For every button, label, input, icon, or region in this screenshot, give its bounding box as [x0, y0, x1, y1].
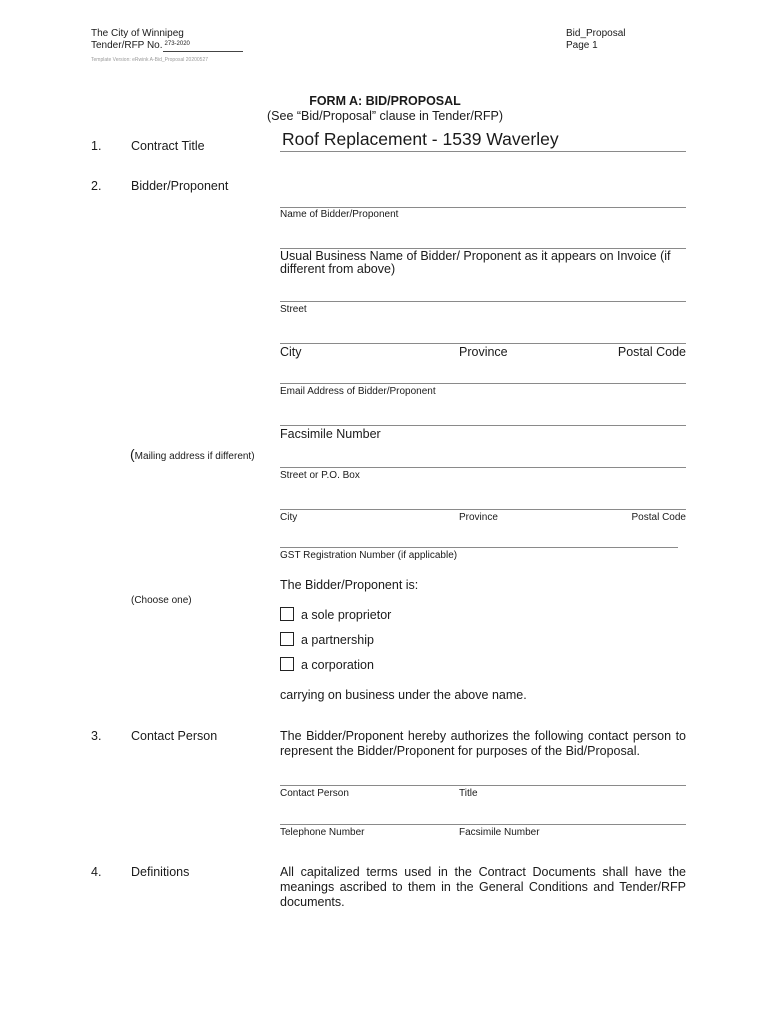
- bidder-name-caption: Name of Bidder/Proponent: [280, 209, 399, 220]
- bidder-name-field[interactable]: [280, 207, 686, 208]
- corporation-checkbox[interactable]: [280, 657, 294, 671]
- bidder-is-heading: The Bidder/Proponent is:: [280, 578, 419, 592]
- mailing-city-province-postal-field[interactable]: [280, 509, 686, 510]
- sole-proprietor-label: a sole proprietor: [301, 608, 392, 622]
- carrying-on-business-text: carrying on business under the above name.: [280, 688, 527, 702]
- template-version-note: Template Version: eRwink A-Bid_Proposal 20200527: [91, 57, 209, 63]
- form-subtitle: (See “Bid/Proposal” clause in Tender/RFP): [267, 109, 503, 123]
- contract-title-line: [280, 151, 686, 152]
- postal-code-caption: Postal Code: [617, 345, 686, 359]
- tender-number-field[interactable]: [163, 40, 243, 52]
- contact-person-caption: Contact Person: [280, 788, 349, 799]
- pobox-caption: Street or P.O. Box: [280, 470, 360, 481]
- bidder-proponent-label: Bidder/Proponent: [131, 179, 229, 193]
- gst-caption: GST Registration Number (if applicable): [280, 550, 458, 561]
- pobox-field[interactable]: [280, 467, 686, 468]
- mailing-province-caption: Province: [459, 512, 498, 523]
- contact-authorization-text: The Bidder/Proponent hereby authorizes the following contact person to represent the Bidder/Proponent for purposes of the Bid/Proposal.: [280, 729, 686, 758]
- street-caption: Street: [280, 304, 307, 315]
- mailing-city-caption: City: [280, 512, 298, 523]
- contact-person-field[interactable]: [280, 785, 686, 786]
- fax-caption: Facsimile Number: [280, 427, 381, 441]
- email-caption: Email Address of Bidder/Proponent: [280, 386, 436, 397]
- contact-title-caption: Title: [459, 788, 478, 799]
- partnership-checkbox[interactable]: [280, 632, 294, 646]
- page-number: Page 1: [566, 40, 598, 51]
- city-province-postal-field[interactable]: [280, 343, 686, 344]
- fax-field[interactable]: [280, 425, 686, 426]
- definitions-text: All capitalized terms used in the Contract Documents shall have the meanings ascribed to them in the General Conditions and Tender/RFP documents.: [280, 865, 686, 909]
- choose-one-label: (Choose one): [131, 595, 192, 606]
- tender-label: Tender/RFP No.: [91, 40, 163, 51]
- mailing-postal-code-caption: Postal Code: [631, 512, 686, 523]
- section-4-number: 4.: [91, 865, 102, 879]
- mailing-address-label: [130, 446, 255, 464]
- mailing-address-text: Mailing address if different): [134, 451, 255, 462]
- sole-proprietor-checkbox[interactable]: [280, 607, 294, 621]
- contract-title-value[interactable]: Roof Replacement - 1539 Waverley: [282, 129, 559, 149]
- section-2-number: 2.: [91, 179, 102, 193]
- contact-fax-caption: Facsimile Number: [459, 827, 540, 838]
- tender-number-value: 273-2020: [164, 41, 190, 47]
- mailing-paren: (: [130, 446, 135, 462]
- city-caption: City: [280, 345, 302, 359]
- document-name: Bid_Proposal: [566, 28, 626, 39]
- contact-phone-fax-field[interactable]: [280, 824, 686, 825]
- form-title: FORM A: BID/PROPOSAL: [309, 94, 461, 108]
- section-3-number: 3.: [91, 729, 102, 743]
- usual-business-name-caption: Usual Business Name of Bidder/ Proponent as it appears on Invoice (if different from above): [280, 249, 671, 276]
- partnership-label: a partnership: [301, 633, 374, 647]
- tender-number-row: [91, 40, 243, 52]
- province-caption: Province: [459, 345, 508, 359]
- telephone-caption: Telephone Number: [280, 827, 365, 838]
- definitions-label: Definitions: [131, 865, 190, 879]
- gst-field[interactable]: [280, 547, 678, 548]
- street-field[interactable]: [280, 301, 686, 302]
- email-field[interactable]: [280, 383, 686, 384]
- contract-title-label: Contract Title: [131, 139, 205, 153]
- corporation-label: a corporation: [301, 658, 374, 672]
- contact-person-label: Contact Person: [131, 729, 218, 743]
- city-name: The City of Winnipeg: [91, 28, 184, 39]
- section-1-number: 1.: [91, 139, 102, 153]
